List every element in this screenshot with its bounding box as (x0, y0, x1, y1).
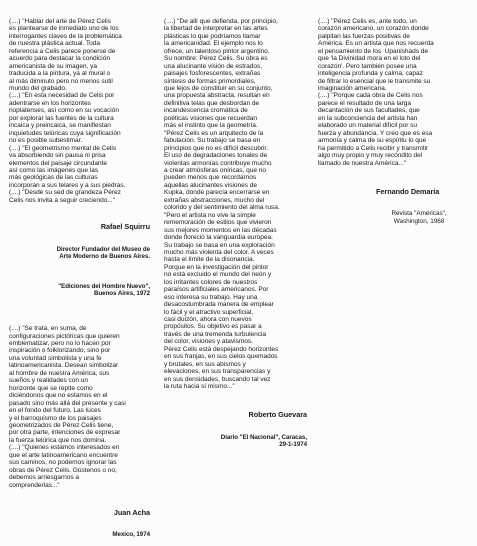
squirru-quote: (....) "Hablar del arte de Pérez Celis es plantearse de inmediato uno de los interrogantes claves de la problemática de nuestra plástica actual. Toda referencia a Celis parece ponerse de acuerdo para destacar la condición americanista de su imagen, ya traducida a la pintura, ya al mural o al más diminuto pero no menos sutil mundo del grabado. (....) "En esta necesidad de Celis por adentrarse en los horizontes rioplatenses, así como en su vocación por explorar las fuentes de la cultura incaica y preincaica, se manifiestan inquietudes telúricas cuya significación no es posible subestimar. (....) "El geometrismo mental de Celis va absorbiendo sin pausa ni prisa elementos del paisaje circundante así como las imágenes que las más geológicas de las culturas incorporan a sus telares y a sus piedras. (....) "Desde su sed de grandeza Pérez Celis nos invita a seguir creciendo..." (9, 17, 126, 204)
demaria-source: Revista "Américas", Washington, 1968 (391, 210, 447, 225)
squirru-role: Director Fundador del Museo de Arte Moderno de Buenos Aires. (56, 245, 150, 260)
column-guevara (164, 3, 307, 456)
guevara-name: Roberto Guevara (248, 410, 307, 420)
column-squirru-acha (9, 3, 150, 546)
squirru-name: Rafael Squirru (100, 222, 150, 232)
acha-name: Juan Acha (113, 508, 150, 517)
squirru-source: "Ediciones del Hombre Nuevo", Buenos Aires, 1972 (58, 282, 150, 298)
demaria-quote: (....) "Pérez Celis es, ante todo, un corazón americano, un corazón donde palpitan las fuerzas positivas de América. Es un artista que nos recuerda el pensamiento de los Upanishads de que 'la Divinidad mora en el loto del corazón'. Pero también posee una inteligencia profunda y calma, capaz de filtrar lo esencial que le transmite su imaginación americana. (....) "Porque cada obra de Celis nos parece el resultado de una larga decantación de sus facultades, que en la subconciencia del artista han elaborado un material difícil por su fuerza y abundancia. Y creo que es esa armonía y calma de su espíritu lo que ha permitido a Celis recibir y transmitir algo muy propio y muy recóndito del llamado de nuestra América..." (318, 17, 434, 167)
demaria-name: Fernando Demaria (376, 186, 440, 196)
guevara-source: Diario "El Nacional", Caracas, 29-1-1974 (220, 433, 307, 449)
guevara-quote: (....) "De allí que defienda, por principio, la libertad de interpretar en las artes plásticas lo que podríamos llamar la americanidad. El ejemplo nos lo ofrece, un talentoso pintor argentino. Su nombre: Pérez Celis. Su obra es una alucinante visión de estrados, paisajes fosforescentes, extrañas síntesis de formas primordiales, que lejos de constituir en su conjunto, una propuesta abstracta, resultan en definitiva telas que desbordan de incandescencia cromática de poéticas visiones que recuerdan más el instinto que la geometría. "Pérez Celis es un arquitecto de la fabulación. Su trabajo se basa en principios que no es difícil descubrir. El uso de degradaciones tonales de violentas armonías contribuye mucho a crear atmósferas oníricas, que no pueden menos que recordarnos aquellas alucinantes visiones de Kupka, donde parecía encerrarse en extrañas abstracciones, mucho del colorido y del sentimiento del alma rusa. "Pero el artista no vive la simple rememoración de estilos que vivieron sus mejores momentos en las décadas donde floreció la vanguardia europea. Su trabajo se basa en una exploración mucho más violenta del color. A veces hasta el límite de la disonancia. Porque en la investigación del pintor no está excluido el mundo del neón y los irritantes colores de nuestros paraísos artificiales americanos. Por eso interesa su trabajo. Hay una desacostumbrada manera de emplear lo fácil y el atractivo superficial, casi duizón, ahora con nuevos propósitos. Su objetivo es pasar a través de una tremenda turbulencia del color, visiones y atavismos. Pérez Celis está despejando horizontes en sus franjas, en sus cielos quemados y brutales, en sus abismos y elevaciones, en sus transparencias y en sus densidades, buscando tal vez la ruta hacia sí mismo..." (164, 17, 280, 391)
column-demaria (318, 3, 472, 233)
acha-place: Mexico, 1974 (112, 531, 150, 539)
acha-quote: (....) "Se trata, en suma, de configuraciones pictóricas que quieren emblematizar, pero no lo hacen por inspiración o folklorizando, sino por una voluntad simbolista y una fe latinoamericanista. Desean simbolizar al hombre de nuestra América, sus sueños y realidades con un horizonte que se repite como diciéndonos que no estamos en el pasado sino más allá del presente y casi en el fondo del futuro. Las luces y el barroquismo de los paisajes geometrizados de Pérez Celis tiene, por otra parte, intenciones de expresar la fuerza telúrica que nos domina. (....) "Quienes estamos interesados en que el arte latinoamericano encuentre sus caminos, no podemos ignorar las obras de Pérez Celis. Gústenos o no, debemos arriesgarnos a comprenderlas..." (9, 325, 126, 489)
